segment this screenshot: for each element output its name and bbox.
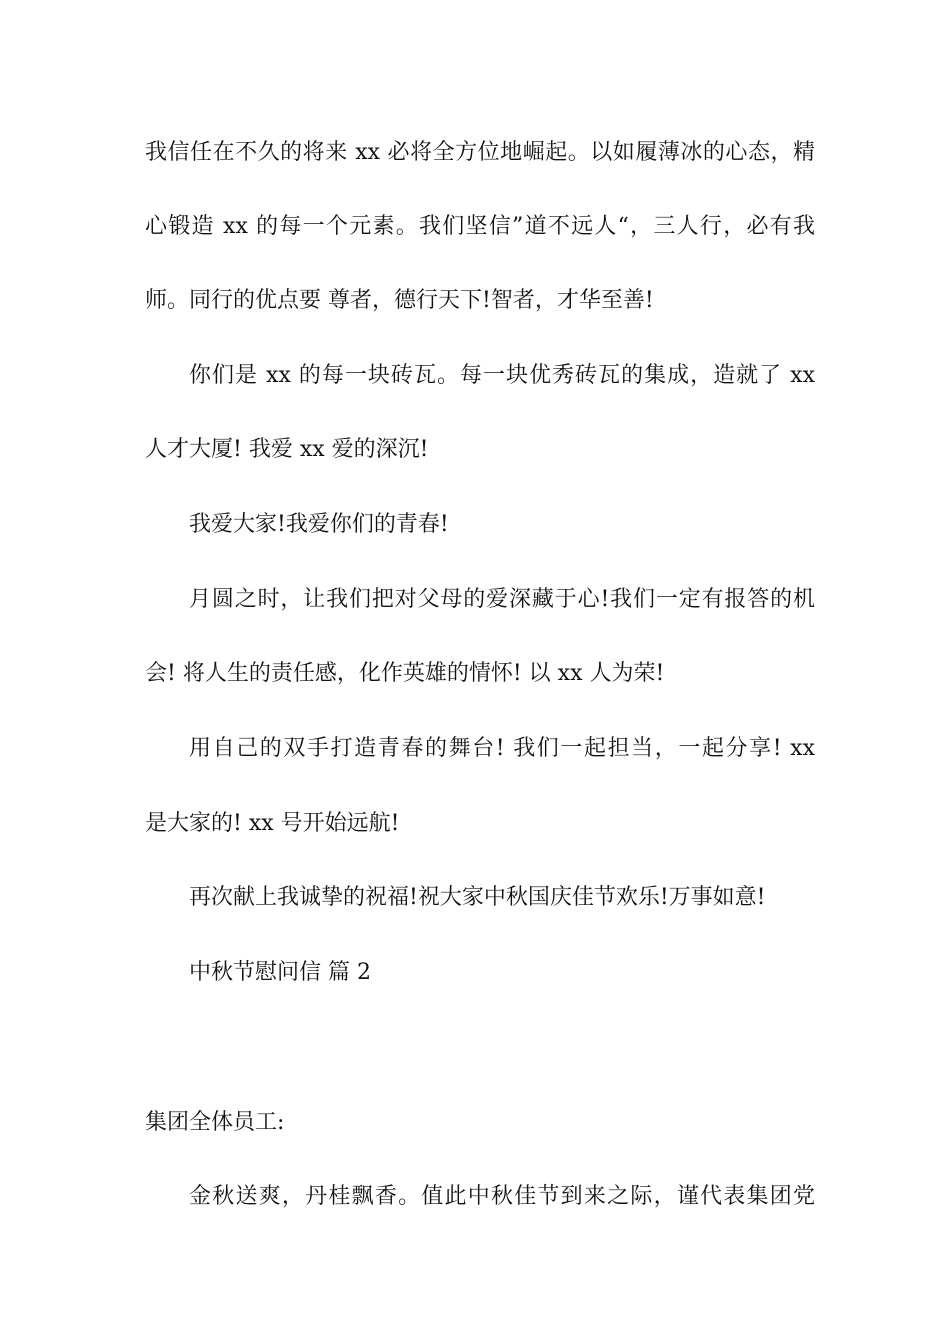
paragraph-line-10: 是大家的! xx 号开始远航! <box>145 811 400 836</box>
paragraph-line-4: 你们是 xx 的每一块砖瓦。每一块优秀砖瓦的集成，造就了 xx <box>189 363 815 388</box>
section-heading: 中秋节慰问信 篇 2 <box>189 960 371 985</box>
paragraph-line-7: 月圆之时，让我们把对父母的爱深藏于心!我们一定有报答的机 <box>189 587 815 612</box>
paragraph-line-2: 心锻造 xx 的每一个元素。我们坚信”道不远人“，三人行，必有我 <box>145 214 815 239</box>
paragraph-line-3: 师。同行的优点要 尊者，德行天下!智者，才华至善! <box>145 288 654 313</box>
paragraph-line-5: 人才大厦! 我爱 xx 爱的深沉! <box>145 437 429 462</box>
paragraph-line-1: 我信任在不久的将来 xx 必将全方位地崛起。以如履薄冰的心态，精 <box>145 140 815 165</box>
salutation: 集团全体员工: <box>145 1110 285 1135</box>
paragraph-line-6: 我爱大家!我爱你们的青春! <box>189 512 449 537</box>
paragraph-line-12: 金秋送爽，丹桂飘香。值此中秋佳节到来之际，谨代表集团党 <box>189 1184 815 1209</box>
paragraph-line-8: 会! 将人生的责任感，化作英雄的情怀! 以 xx 人为荣! <box>145 661 665 686</box>
paragraph-line-9: 用自己的双手打造青春的舞台! 我们一起担当，一起分享! xx <box>189 736 815 761</box>
paragraph-line-11: 再次献上我诚挚的祝福!祝大家中秋国庆佳节欢乐!万事如意! <box>189 885 766 910</box>
